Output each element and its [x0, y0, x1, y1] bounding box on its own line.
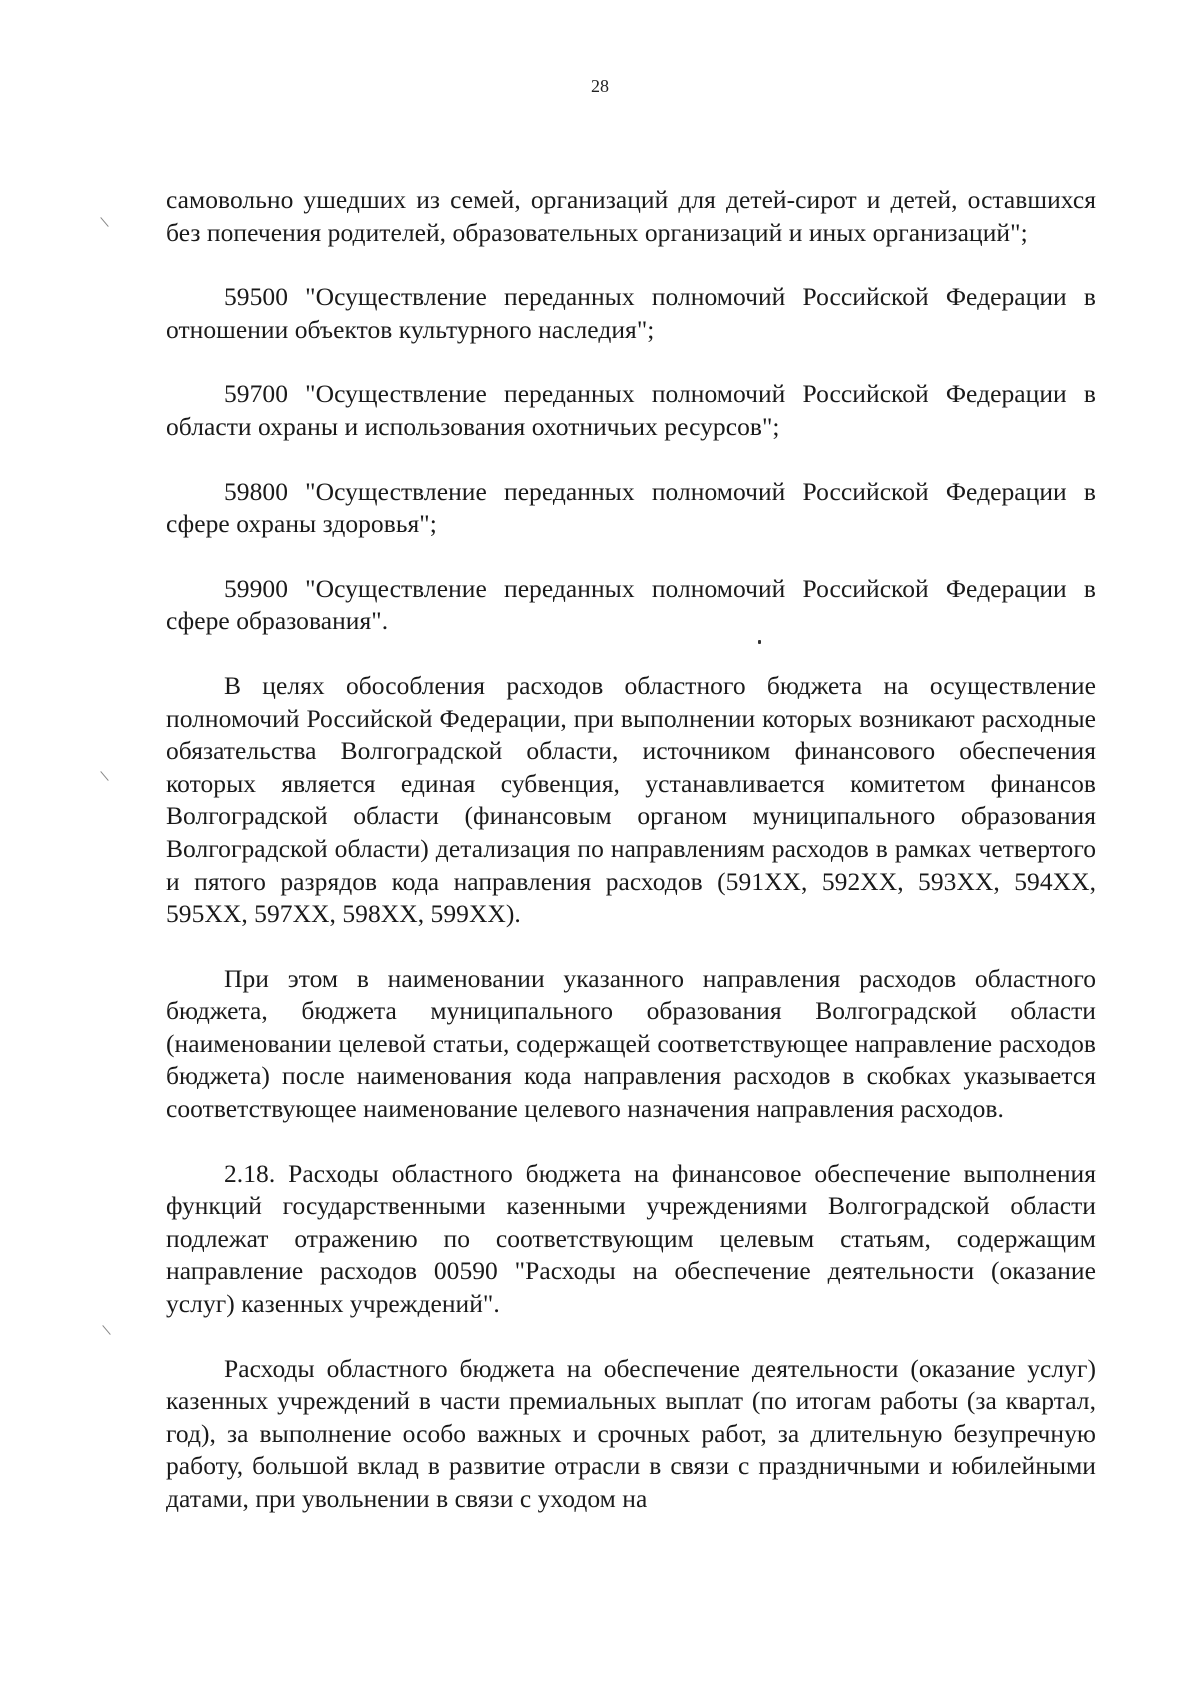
scan-mark	[100, 217, 108, 227]
paragraph-premium-payments: Расходы областного бюджета на обеспечение деятельности (оказание услуг) казенных учреждений в части премиальных выплат (по итогам работы (за квартал, год), за выполнение особо важных и срочных работ, за длительную безупречную работу, большой вклад в развитие отрасли в связи с праздничными и юбилейными датами, при увольнении в связи с уходом на	[166, 1353, 1096, 1513]
paragraph-naming-rule: При этом в наименовании указанного направления расходов областного бюджета, бюджета муниципального образования Волгоградской области (наименовании целевой статьи, содержащей соответствующее направление расходов бюджета) после наименования кода направления расходов в скобках указывается соответствующее наименование целевого назначения направления расходов.	[166, 963, 1096, 1124]
paragraph-continuation: самовольно ушедших из семей, организаций для детей-сирот и детей, оставшихся без попечения родителей, образовательных организаций и иных организаций";	[166, 185, 1096, 247]
scan-mark	[102, 1325, 110, 1335]
paragraph-59800: 59800 "Осуществление переданных полномочий Российской Федерации в сфере охраны здоровья";	[166, 476, 1096, 539]
scan-mark	[100, 771, 108, 781]
document-body	[166, 184, 1096, 1548]
paragraph-section-2-18: 2.18. Расходы областного бюджета на финансовое обеспечение выполнения функций государственными казенными учреждениями Волгоградской области подлежат отражению по соответствующим целевым статьям, содержащим направление расходов 00590 "Расходы на обеспечение деятельности (оказание услуг) казенных учреждений".	[166, 1158, 1096, 1319]
paragraph-59900: 59900 "Осуществление переданных полномочий Российской Федерации в сфере образования".	[166, 573, 1096, 636]
paragraph-separation-of-expenses: В целях обособления расходов областного бюджета на осуществление полномочий Российской Федерации, при выполнении которых возникают расходные обязательства Волгоградской области, источником финансового обеспечения которых является единая субвенция, устанавливается комитетом финансов Волгоградской области (финансовым органом муниципального образования Волгоградской области) детализация по направлениям расходов в рамках четвертого и пятого разрядов кода направления расходов (591XX, 592XX, 593XX, 594XX, 595XX, 597XX, 598XX, 599XX).	[166, 670, 1096, 929]
page-number: 28	[591, 76, 609, 96]
paragraph-59700: 59700 "Осуществление переданных полномочий Российской Федерации в области охраны и использования охотничьих ресурсов";	[166, 379, 1096, 441]
paragraph-59500: 59500 "Осуществление переданных полномочий Российской Федерации в отношении объектов культурного наследия";	[166, 282, 1096, 344]
